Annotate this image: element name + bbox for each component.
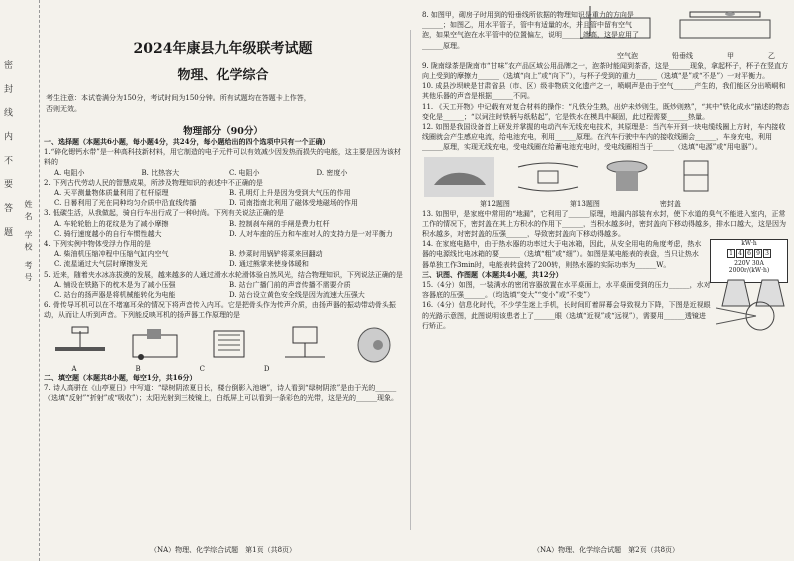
eye-optics-figure	[716, 300, 786, 332]
meter-digit-4: 9	[754, 249, 762, 258]
figure-b-circuit-icon	[125, 325, 185, 363]
q1-option-a: A. 电阻小	[54, 168, 85, 177]
question-7: 7. 诗人高骈在《山亭夏日》中写道：“绿树阴浓夏日长，楼台倒影入池塘”，诗人看到“绿树阴浓”是由于光的______（选填“反射”“折射”或“吸收”）；太阳光射到三棱镜上，白纸屏上可以看到一条彩色的光带，这是光的______现象。	[44, 383, 398, 403]
meter-rating: 220V 30A	[734, 260, 764, 268]
q4-option-d: D. 通过熊掌来使身体暖和	[229, 260, 309, 269]
part3-heading: 三、识图、作图题（本题共4小题，共12分）	[422, 269, 563, 279]
question-6: 6. 骨传导耳机可以在不堵塞耳朵的情况下将声音传入内耳。它是把骨头作为传声介质，由扬声器的振动带动骨头振动，从而让人听到声音。下列能反映耳机的扬声器工作原理的是	[44, 301, 396, 320]
column-divider	[410, 30, 411, 530]
q8-labels	[420, 51, 792, 61]
question-15: 15.（4分）如图，一装满水的密闭容器放置在水平桌面上，水平桌面受到的压力______，水对容器底的压强______。（均选填“变大”“变小”或“不变”）	[422, 281, 711, 300]
student-info-labels: 姓名 学校 考号	[24, 200, 33, 286]
question-5-options	[42, 280, 404, 300]
exam-title: 2024年康县九年级联考试题	[133, 41, 313, 57]
question-1-options	[42, 168, 404, 178]
floor-drain-icon	[602, 157, 662, 197]
page-1-footer: （NA）物理、化学综合试题 第1页（共8页）	[149, 546, 297, 554]
question-4-options	[42, 249, 404, 269]
question-12: 12. 如图是我国设备首上研发并掌握的电动汽车无线充电技术，其原理是：当汽车开到一块电缆线圈上方时，车内接收线圈就会产生感应电流，给电池充电，利用______原理。在汽车行驶中车内的接收线圈会______，车身充电，利用______原理，实现无线充电，受电线圈在给蓄电池充电时，受电线圈相当于______（选填“电源”或“用电器”）。	[422, 123, 786, 152]
question-13: 13. 如图甲，是家庭中常用的“地漏”，它利用了______原理，地漏内部装有水封，使下水道的臭气不能进入室内，正常工作的情况下，密封盖在其上方积水的作用下______，当积水越多时，密封盖向下移动得越多，排水口越大，这是因为积水越多，对密封盖的压强______，导致密封盖向下移动得越多。	[422, 209, 786, 239]
page-2-footer: （NA）物理、化学综合试题 第2页（共8页）	[532, 546, 680, 554]
question-11: 11. 《天工开物》中记载有对复合材料的操作：“凡铁分生熟，出炉未炒则生，既炒则熟”，“其中”铁化成水“描述的物态变化是______；“以词注时铁柄与纸粘起”，它是铁水在模具中凝固，此过程需要______热量。	[422, 102, 790, 121]
q2-option-b: B. 孔明灯上升是因为受到大气压的作用	[229, 189, 351, 198]
part1-heading: 一、选择题（本题共6小题，每小题4分，共24分，每小题给出的四个选项中只有一个正确）	[44, 137, 330, 146]
figure-d-meter-icon	[275, 325, 335, 363]
q3-option-d: D. 人对车座的压力和车座对人的支持力是一对平衡力	[229, 229, 393, 238]
q12-q13-figures	[420, 155, 792, 197]
ear-bone-conduction-icon	[350, 325, 396, 363]
wireless-charging-car-icon	[424, 157, 494, 197]
question-1: 1.“碎化锶钙水带”是一种高科技新材料，用它制造的电子元件可以有效减少因发热而损失的电能，这主要是因为该材料的	[44, 148, 401, 167]
meter-digit-2: 4	[736, 249, 744, 258]
q12-q13-captions	[420, 199, 792, 209]
question-4: 4. 下列实例中物体受浮力作用的是	[44, 240, 151, 249]
question-10: 10. 成县沙坝峡是甘肃省县（市、区）级非物质文化遗产之一，喷峒声是由于空气______产生的，我们能区分出喷峒和其他乐器的声音是根据______不同。	[422, 82, 786, 101]
question-6-figures	[42, 323, 404, 363]
fig13-seal-label: 密封盖	[659, 199, 681, 208]
label-a: A	[71, 364, 77, 373]
exam-subtitle: 物理、化学综合	[177, 68, 269, 83]
q8-plumb-label: 铅垂线	[672, 51, 693, 60]
meter-digit-3: 6	[745, 249, 753, 258]
question-2: 2. 下列古代劳动人民的智慧成果，所涉及物理知识的表述中不正确的是	[44, 178, 263, 187]
q5-option-d: D. 站台设立黄色安全线是因为流速大压强大	[229, 291, 365, 300]
q3-option-a: A. 车轮轮胎上的花纹是为了减小摩擦	[54, 219, 169, 228]
q5-option-a: A. 铺设在铁路下的枕木是为了减小压强	[54, 280, 176, 289]
fig13-caption: 第13题图	[569, 199, 600, 208]
figure-a-magnet-icon	[50, 325, 110, 363]
notice-line-2: 否则无效。	[46, 105, 81, 113]
question-6-labels	[42, 365, 404, 373]
label-b: B	[135, 364, 141, 373]
binding-margin	[0, 0, 40, 561]
question-2-options	[42, 188, 404, 208]
q2-option-d: D. 司南指南北利用了磁体受地磁场的作用	[229, 199, 358, 208]
meter-constant: 2000r/(kW·h)	[728, 267, 770, 275]
notice-line-1: 考生注意：本试卷满分为150分，考试时间为150分钟。所有试题均在答题卡上作答，	[46, 94, 311, 102]
meter-digit-1: 1	[727, 249, 735, 258]
question-16: 16.（4分）信息化时代，不少学生迷上手机，长时间盯着屏幕会导致视力下降，下图是近视眼的光路示意图，此图说明该患者上了______眼（选填“近视”或“远视”），需要用______透镜进行矫正。	[422, 301, 711, 330]
q2-option-a: A. 天平测量物体质量利用了杠杆原理	[54, 189, 169, 198]
q5-option-b: B. 站台广播门前的声音传播不需要介质	[229, 280, 351, 289]
seal-line-text: 密 封 线 内 不 要 答 题	[2, 60, 12, 243]
q5-option-c: C. 站台的扬声器是将机械能转化为电能	[54, 291, 176, 300]
q1-option-c: C. 电阻小	[229, 168, 260, 177]
q8-figure-area	[420, 0, 792, 40]
exam-notice	[42, 93, 404, 115]
question-14: 14. 在家庭电路中，由于热水器的功率过大于电冰箱，因此，从安全用电的角度考虑，热水器的电源线比电冰箱的要______（选填“粗”或“细”）。如图是某电能表的表盘，当只让热水器单独工作3min时，电能表转盘转了200转，则热水器的实际功率为______W。	[422, 240, 702, 269]
q16-block	[420, 300, 792, 331]
q1-option-d: D. 密度小	[316, 168, 348, 177]
label-c: C	[199, 364, 205, 373]
physics-section-title: 物理部分（90分）	[183, 126, 263, 137]
figure-c-coil-icon	[200, 325, 260, 363]
q3-option-b: B. 控制刹车闸的手闸是费力杠杆	[229, 219, 330, 228]
label-d: D	[263, 364, 270, 373]
drain-seal-icon	[676, 157, 716, 197]
q4-option-c: C. 流星通过大气层时摩擦发光	[54, 260, 148, 269]
left-column	[42, 0, 404, 561]
question-8: 8. 如图甲，砌房子时用到的铅垂线所依据的物理知识是重力的方向是______；如图乙，用水平管子，管中有适量的水，并且管中留有空气泡，如果空气泡在水平管中的位置偏左，说明______端高，这是应用了______原理。	[422, 11, 639, 50]
question-9: 9. 陇南绿茶是陇南市“甘味”农产品区域公用品牌之一，泡茶时能闻到茶香，这是______现象，拿起杯子，杯子在竖直方向上受到的摩擦力______（选填“向上”或“向下”），与杯子受到的重力______（选填“是”或“不是”）一对平衡力。	[422, 61, 789, 81]
q8-bubble-label: 空气泡	[617, 51, 638, 60]
q4-option-a: A. 柴油机压缩冲程中压缩气缸内空气	[54, 250, 169, 259]
question-3: 3. 低碳生活，从我做起，骑自行车出行成了一种时尚。下列有关说法正确的是	[44, 209, 284, 218]
q2-option-c: C. 日晷利用了光在同种均匀介质中沿直线传播	[54, 199, 197, 208]
q8-yi-label: 乙	[768, 51, 775, 60]
q8-wall-level-figure	[580, 6, 780, 42]
coil-diagram-icon	[508, 157, 588, 197]
meter-digit-5: 3	[763, 249, 771, 258]
right-column	[420, 0, 792, 561]
q4-option-b: B. 炒菜时用锅铲将菜来回翻动	[229, 250, 323, 259]
question-5: 5. 近来，随着夹水冰冻拔漠的发展，越来越多的人通过滑水水轮滑体验自然风光，结合物理知识，下列说法正确的是	[44, 270, 403, 279]
meter-unit: kW·h	[741, 240, 757, 248]
q15-block	[420, 280, 792, 300]
meter-digits	[711, 249, 787, 258]
part2-heading: 二、填空题（本题共8小题，每空1分，共16分）	[44, 372, 197, 382]
q1-option-b: B. 比热容大	[141, 168, 180, 177]
fig12-caption: 第12题图	[480, 199, 510, 208]
q8-jia-label: 甲	[727, 51, 734, 60]
q3-option-c: C. 骑行速度越小的自行车惯性越大	[54, 229, 162, 238]
question-3-options	[42, 219, 404, 239]
